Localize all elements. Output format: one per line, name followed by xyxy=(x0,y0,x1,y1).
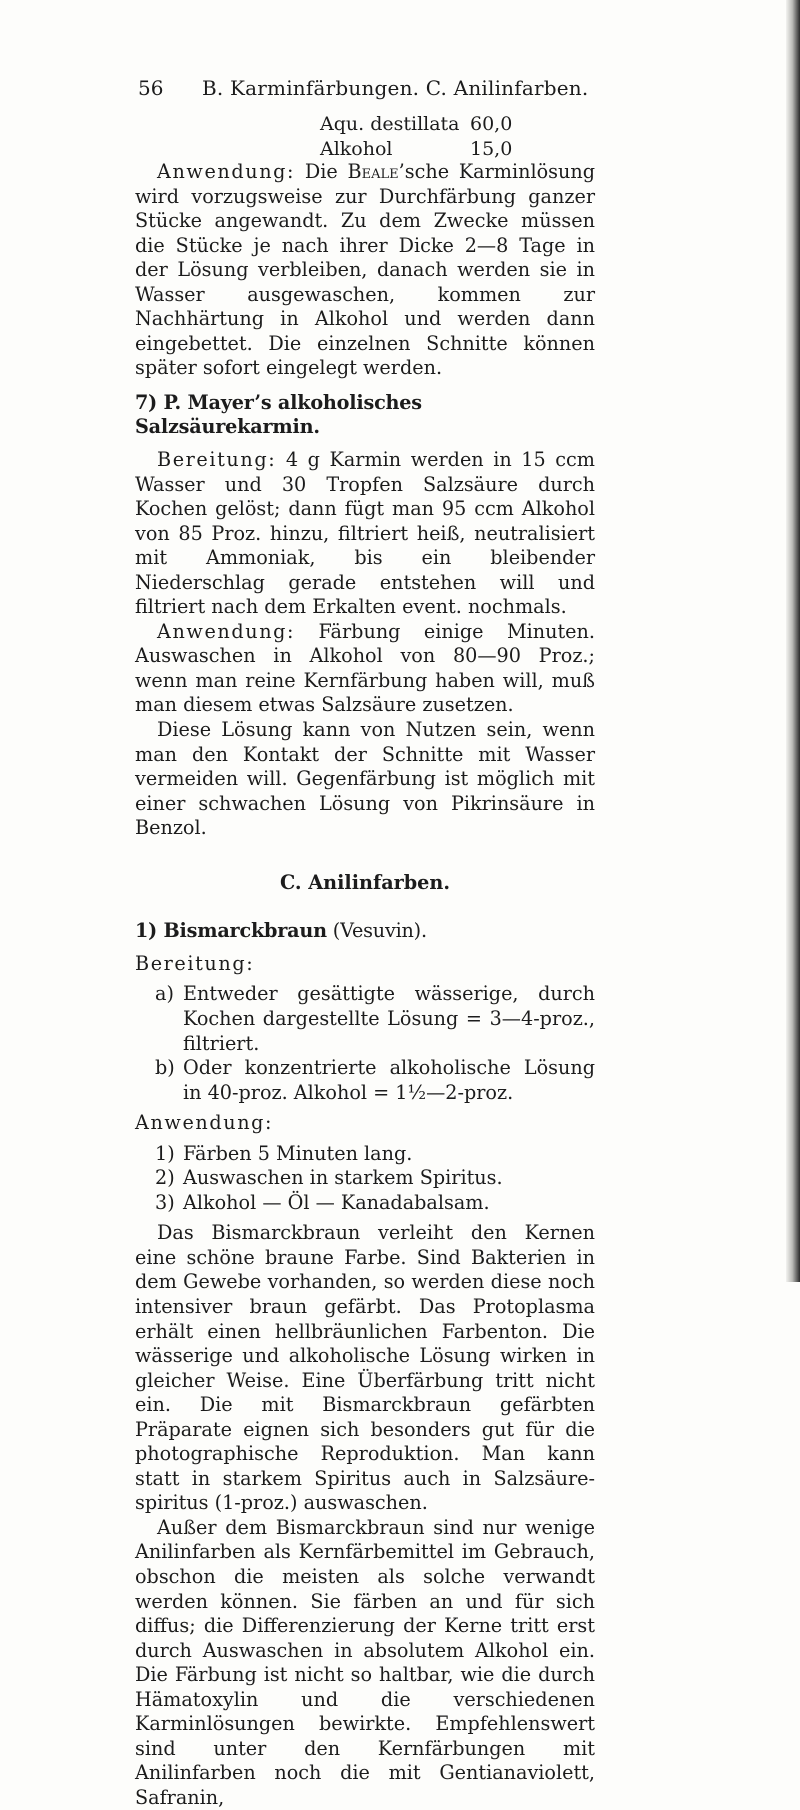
list-marker: a) xyxy=(155,982,174,1006)
running-title: B. Karminfärbungen. C. Anilinfarben. xyxy=(202,76,589,100)
paragraph-bismarckbraun: Das Bismarckbraun verleiht den Kernen eine schöne braune Farbe. Sind Bakterien in dem Gewebe vorhanden, so werden diese noch intensiver braun gefärbt. Das Protoplasma erhält einen hellbräunlichen Farbenton. Die wässerige und alkoholische Lösung wirken in gleicher Weise. Eine Überfärbung tritt nicht ein. Die mit Bismarckbraun gefärbten Präparate eignen sich besonders gut für die photographische Reproduktion. Man kann statt in starkem Spiritus auch in Salzsäure-spiritus (1-proz.) auswaschen. xyxy=(135,1221,595,1515)
list-item xyxy=(155,1056,595,1105)
recipe-row xyxy=(320,137,530,162)
list-text: Färben 5 Minuten lang. xyxy=(183,1141,413,1165)
paragraph-note: Diese Lösung kann von Nutzen sein, wenn man den Kontakt der Schnitte mit Wasser vermeiden will. Gegenfärbung ist möglich mit einer schwachen Lösung von Pikrinsäure in Benzol. xyxy=(135,718,595,840)
paragraph-text: Die xyxy=(295,160,348,183)
page-header xyxy=(0,76,800,104)
chapter-title: C. Anilinfarben. xyxy=(280,870,450,894)
list-item xyxy=(155,1191,595,1216)
paragraph-text: ’sche Karminlösung wird vorzugsweise zur Durchfärbung ganzer Stücke angewandt. Zu dem Zwecke müssen die Stücke je nach ihrer Dicke 2—8 Tage in der Lösung verbleiben, danach werden sie in Wasser ausgewaschen, kommen zur Nachhärtung in Alkohol und werden dann eingebettet. Die einzelnen Schnitte können später sofort eingelegt werden. xyxy=(135,160,596,380)
list-marker: 3) xyxy=(155,1190,175,1214)
paragraph-anilinfarben: Außer dem Bismarckbraun sind nur wenige Anilinfarben als Kernfärbemittel im Gebrauch, obschon die meisten als solche verwandt werden können. Sie färben an und für sich diffus; die Differenzierung der Kerne tritt erst durch Auswaschen in absolutem Alkohol ein. Die Färbung ist nicht so haltbar, wie die durch Hämatoxylin und die verschiedenen Karminlösungen bewirkte. Empfehlenswert sind unter den Kernfärbungen mit Anilinfarben noch die mit Gentianaviolett, Safranin, xyxy=(135,1515,595,1809)
author-name: Beale xyxy=(347,160,399,183)
list-marker: 1) xyxy=(155,1141,175,1165)
paragraph-text: 4 g Karmin werden in 15 ccm Wasser und 30 Tropfen Salzsäure durch Kochen gelöst; dann fügt man 95 ccm Alkohol von 85 Proz. hinzu, filtriert heiß, neutralisiert mit Ammoniak, bis ein bleibender Niederschlag gerade entstehen will und filtriert nach dem Erkalten event. nochmals. xyxy=(135,448,595,619)
list-text: Auswaschen in starkem Spiritus. xyxy=(183,1166,503,1190)
paragraph-bereitung xyxy=(135,448,595,620)
list-text: Alkohol — Öl — Kanadabalsam. xyxy=(183,1190,490,1214)
ingredient-name: Aqu. destillata xyxy=(320,113,460,135)
paragraph-anwendung-beale xyxy=(135,160,595,381)
ingredient-amount: 15,0 xyxy=(470,138,513,160)
list-marker: 2) xyxy=(155,1166,175,1190)
paragraph-text: Färbung einige Minuten. Auswaschen in Alkohol von 80—90 Proz.; wenn man reine Kernfärbung haben will, muß man diesem etwas Salzsäure zusetzen. xyxy=(135,619,595,717)
ingredient-name: Alkohol xyxy=(320,138,393,160)
paragraph-label: Bereitung: xyxy=(157,448,277,472)
list-text: Oder konzentrierte alkoholische Lösung in 40-proz. Alkohol = 1½—2-proz. xyxy=(183,1056,595,1104)
list-item xyxy=(155,982,595,1056)
recipe-list xyxy=(320,112,530,162)
anwendung-label: Anwendung: xyxy=(135,1111,274,1135)
heading-normal: (Vesuvin). xyxy=(326,919,427,943)
paragraph-label: Anwendung: xyxy=(157,619,296,643)
section-heading-mayer: 7) P. Mayer’s alkoholisches Salzsäurekarmin. xyxy=(135,390,422,439)
list-item xyxy=(155,1142,595,1167)
section-heading-bismarckbraun xyxy=(135,919,595,944)
heading-bold: 1) Bismarckbraun xyxy=(135,919,327,943)
paragraph-anwendung xyxy=(135,620,595,718)
page-number: 56 xyxy=(138,76,164,100)
list-text: Entweder gesättigte wässerige, durch Kochen dargestellte Lösung = 3—4-proz., filtriert. xyxy=(183,982,595,1055)
ingredient-amount: 60,0 xyxy=(470,113,513,135)
list-marker: b) xyxy=(155,1056,175,1080)
bereitung-label: Bereitung: xyxy=(135,951,255,975)
recipe-row xyxy=(320,112,530,137)
list-item xyxy=(155,1166,595,1191)
page-body xyxy=(135,160,595,1810)
page-edge-shadow xyxy=(786,0,800,1282)
paragraph-label: Anwendung: xyxy=(157,160,296,183)
